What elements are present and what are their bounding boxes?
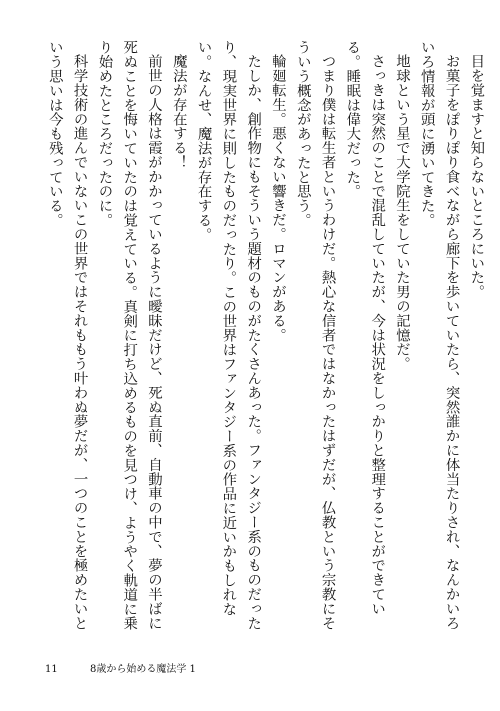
paragraph: 輪廻転生。悪くない響きだ。ロマンがある。 (269, 54, 286, 343)
paragraph: 科学技術の進んでいないこの世界ではそれももう叶わぬ夢だが、一つのことを極めたいという思いは今も残っている。 (46, 40, 88, 631)
paragraph: お菓子をぽりぽり食べながら廊下を歩いていたら、突然誰かに体当たりされ、なんかいろいろ情報が頭に湧いてきた。 (418, 40, 460, 631)
paragraph: さっきは突然のことで混乱していたが、今は状況をしっかりと整理することができている。睡眠は偉大だった。 (344, 40, 386, 616)
paragraph: たしか、創作物にもそういう題材のものがたくさんあった。ファンタジー系のものだったり、現実世界に則したものだったり。この世界はファンタジー系の作品に近いかもしれない。なんせ、魔法が存在する。 (195, 40, 262, 631)
main-text (42, 40, 488, 640)
paragraph: 魔法が存在する！ (170, 54, 187, 170)
paragraph: つまり僕は転生者というわけだ。熱心な信者ではなかったはずだが、仏教という宗教にそういう概念があったと思う。 (294, 40, 336, 631)
paragraph: 地球という星で大学院生をしていた男の記憶だ。 (393, 54, 410, 372)
page-number: 11 (45, 664, 58, 675)
page-body (42, 40, 485, 680)
page-footer (45, 660, 196, 675)
book-title: 8歳から始める魔法学 1 (90, 664, 196, 675)
paragraph: 目を覚ますと知らないところにいた。 (468, 54, 485, 300)
paragraph: 前世の人格は霞がかかっているように曖昧だけど、死ぬ直前、自動車の中で、夢の半ばに死ぬことを悔いていたのは覚えている。真剣に打ち込めるものを見つけ、ようやく軌道に乗り始めたところだったのに。 (96, 40, 162, 631)
